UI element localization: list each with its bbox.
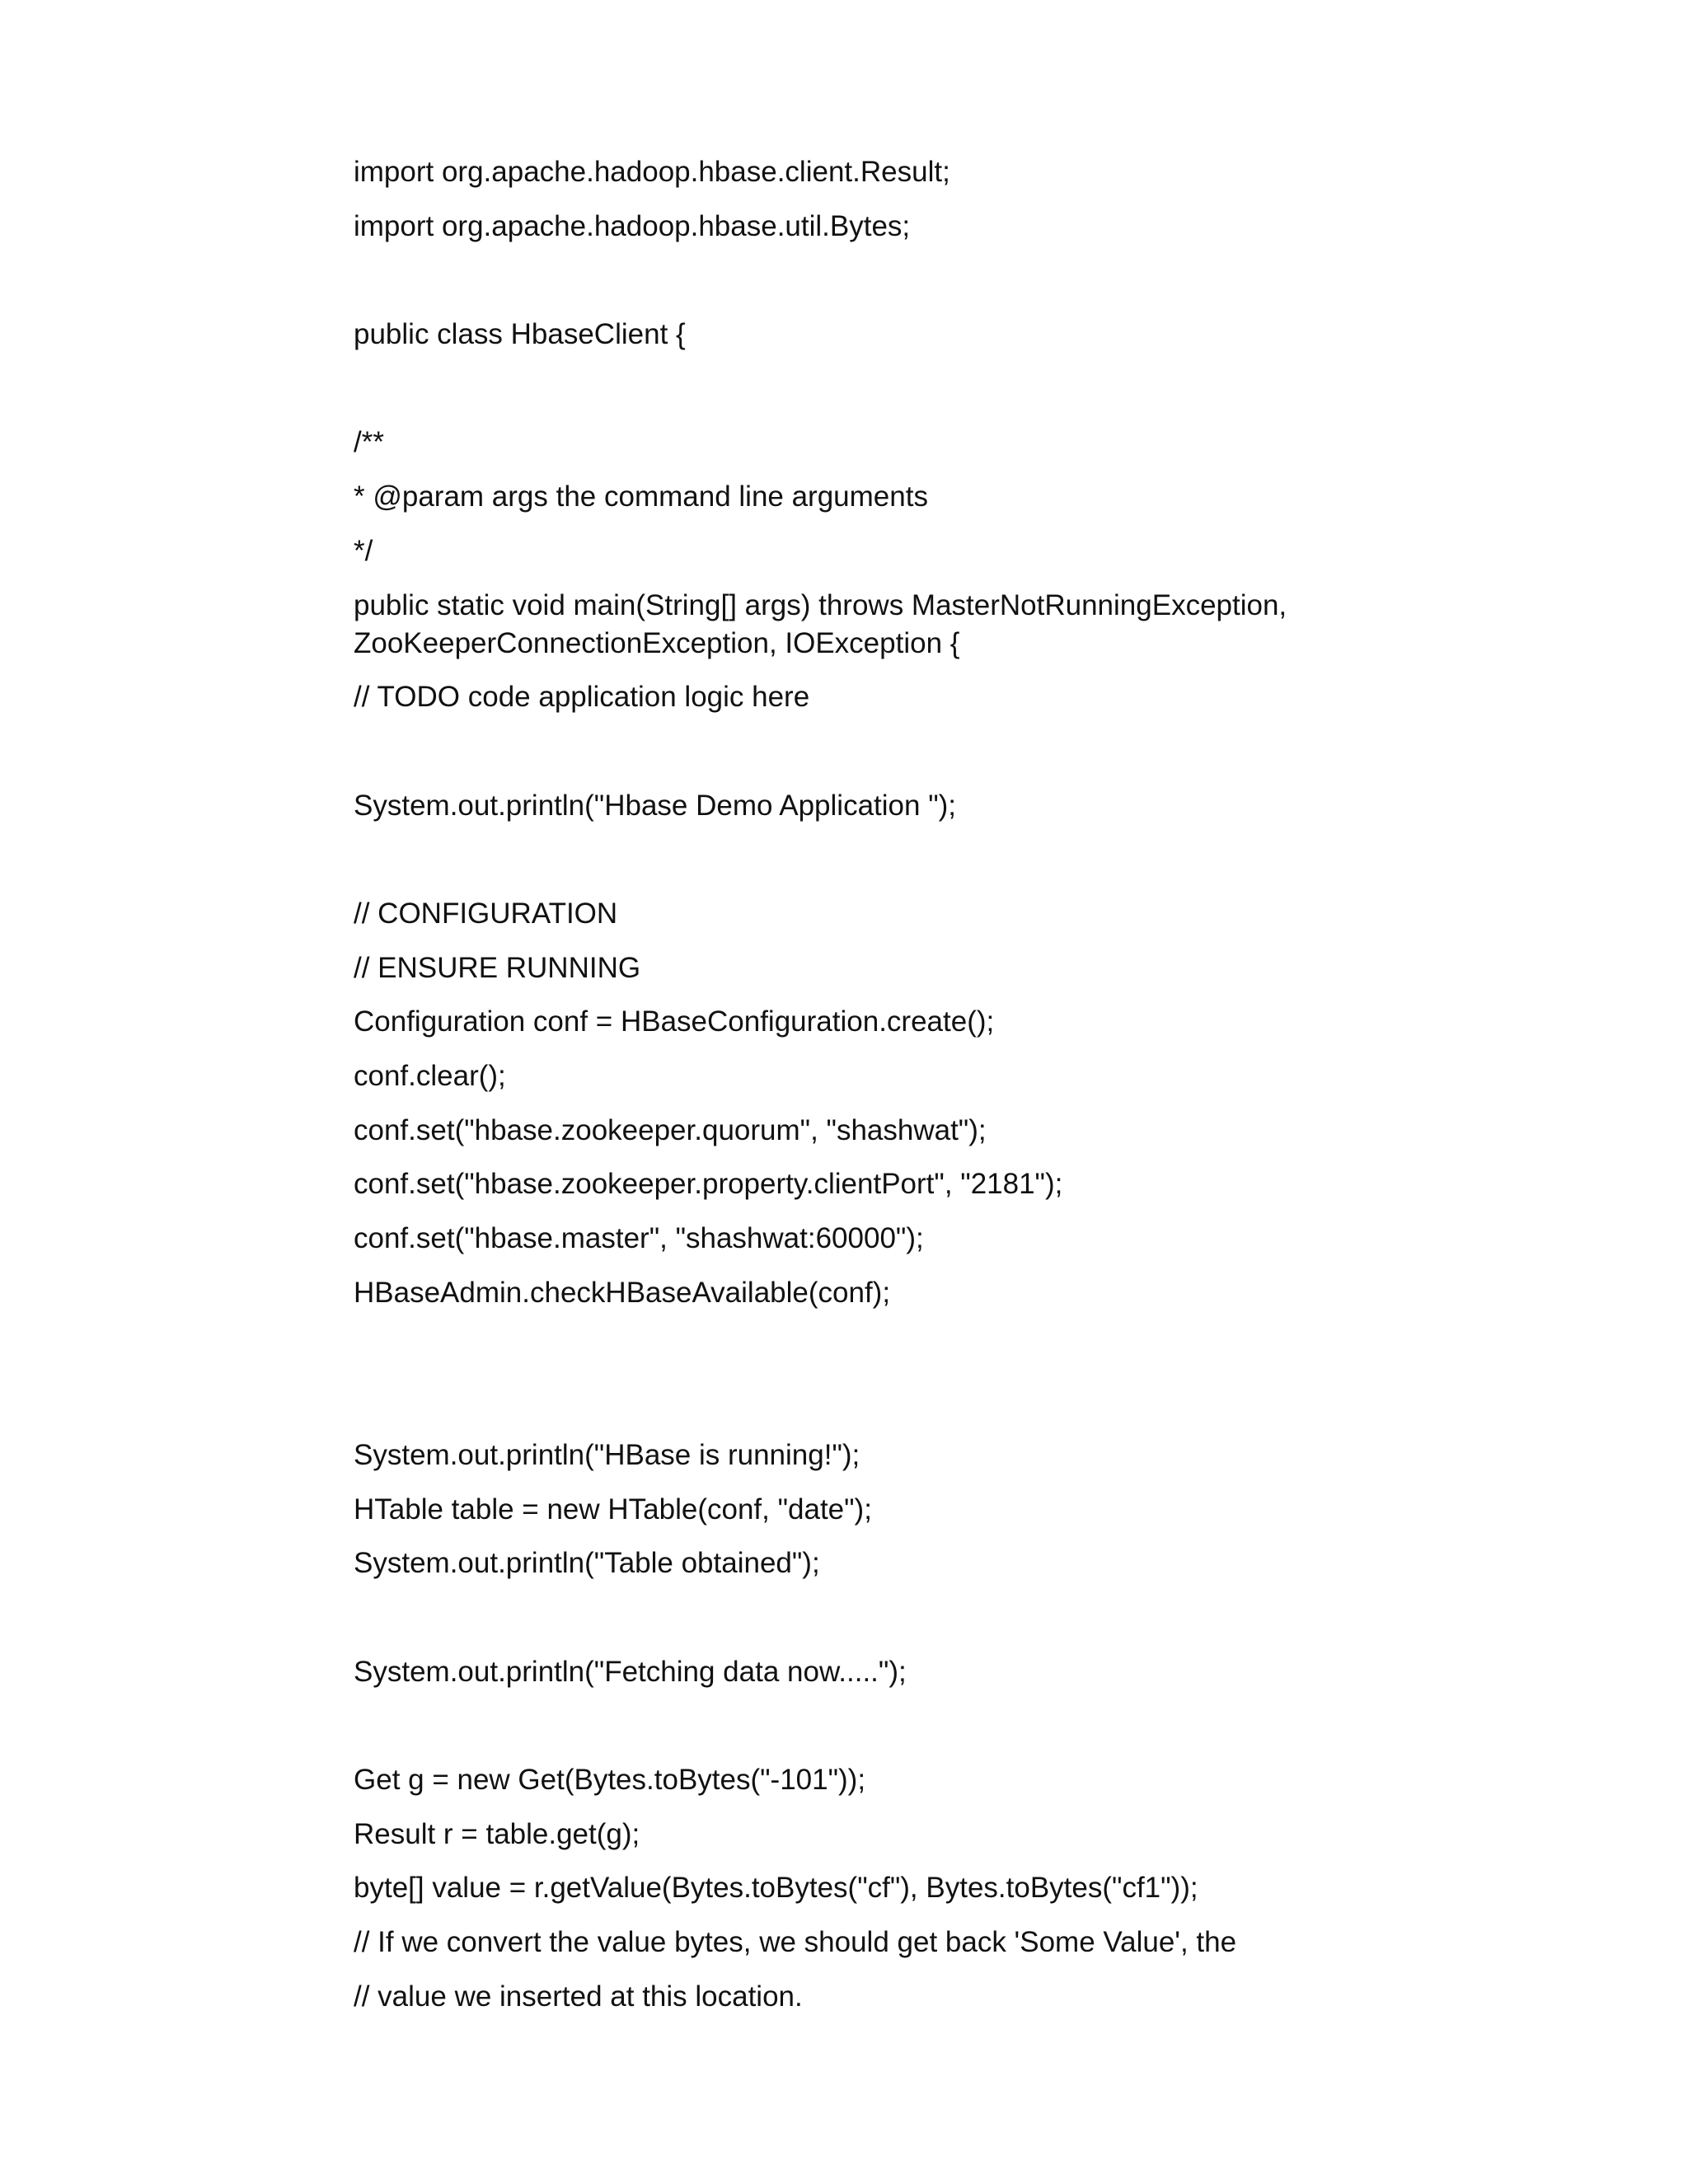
- code-line: conf.set("hbase.zookeeper.property.clientPort", "2181");: [354, 1168, 1063, 1201]
- blank-line: [354, 841, 1425, 879]
- code-line: import org.apache.hadoop.hbase.util.Bytes;: [354, 209, 911, 242]
- code-line: // TODO code application logic here: [354, 681, 810, 714]
- code-line: // CONFIGURATION: [354, 897, 618, 930]
- code-line: conf.set("hbase.master", "shashwat:60000");: [354, 1222, 924, 1255]
- code-line: HBaseAdmin.checkHBaseAvailable(conf);: [354, 1276, 891, 1309]
- code-line: System.out.println("HBase is running!");: [354, 1438, 860, 1471]
- code-line: // value we inserted at this location.: [354, 1980, 803, 2013]
- code-line: import org.apache.hadoop.hbase.client.Result;: [354, 156, 950, 188]
- code-line: * @param args the command line arguments: [354, 480, 928, 513]
- code-line: conf.clear();: [354, 1060, 506, 1092]
- code-line: System.out.println("Hbase Demo Application ");: [354, 789, 957, 822]
- code-line: // If we convert the value bytes, we should get back 'Some Value', the: [354, 1926, 1237, 1958]
- blank-line: [354, 733, 1425, 771]
- code-line: public class HbaseClient {: [354, 318, 686, 351]
- code-line: Get g = new Get(Bytes.toBytes("-101"));: [354, 1763, 866, 1796]
- blank-line: [354, 1707, 1425, 1745]
- code-line: public static void main(String[] args) throws MasterNotRunningException, ZooKeeperConnectionException, IOException {: [354, 588, 1295, 659]
- blank-line: [354, 1599, 1425, 1637]
- code-line: System.out.println("Fetching data now.....");: [354, 1655, 907, 1688]
- blank-line: [354, 261, 1425, 299]
- code-line: /**: [354, 426, 384, 459]
- code-line: conf.set("hbase.zookeeper.quorum", "shashwat");: [354, 1113, 987, 1146]
- code-line: Configuration conf = HBaseConfiguration.create();: [354, 1005, 995, 1038]
- blank-line: [354, 1328, 1425, 1420]
- code-listing: [354, 153, 1425, 2032]
- code-line: HTable table = new HTable(conf, "date");: [354, 1493, 872, 1526]
- code-line: byte[] value = r.getValue(Bytes.toBytes("cf"), Bytes.toBytes("cf1"));: [354, 1872, 1198, 1905]
- blank-line: [354, 370, 1425, 408]
- code-line: */: [354, 534, 373, 567]
- code-line: Result r = table.get(g);: [354, 1817, 640, 1850]
- code-line: // ENSURE RUNNING: [354, 951, 641, 984]
- code-line: System.out.println("Table obtained");: [354, 1547, 820, 1580]
